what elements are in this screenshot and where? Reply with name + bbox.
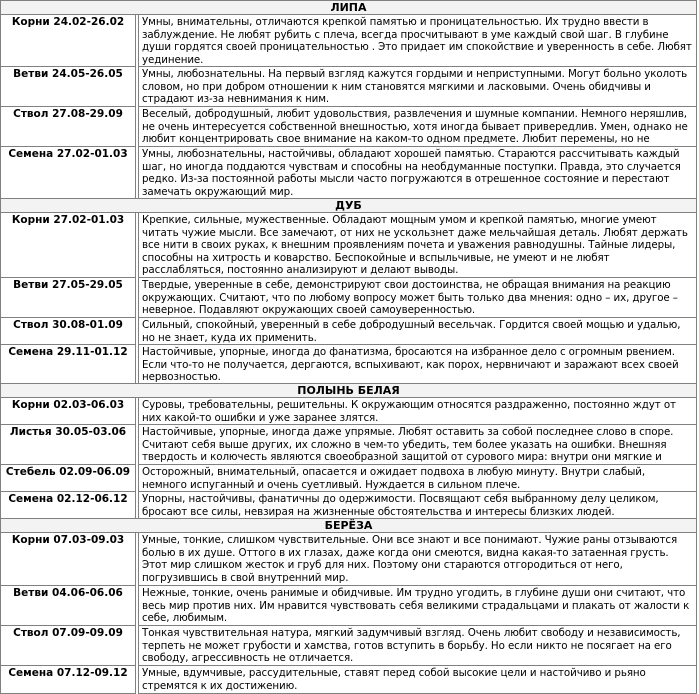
row-label: Ветви 27.05-29.05 (0, 277, 136, 318)
row-description: Умны, любознательны, настойчивы, обладают хорошей памятью. Стараются рассчитывать каждый шаг, но иногда поддаются чувствам и способны на необдуманные поступки. Правда, это случается редко. Из-за постоянной работы мысли часто погружаются в отрешенное состояние и перестают замечать окружающий мир. (138, 146, 697, 199)
row-label: Семена 07.12-09.12 (0, 665, 136, 694)
section-header-bereza: БЕРЁЗА (0, 518, 697, 533)
row-label: Корни 02.03-06.03 (0, 397, 136, 425)
section-header-lipa: ЛИПА (0, 0, 697, 15)
row-description: Настойчивые, упорные, иногда до фанатизма, бросаются на избранное дело с огромным рвением. Если что-то не получается, дергаются, вспыхивают, как порох, нервничают и заражают всех своей нервозностью. (138, 344, 697, 384)
row-description: Сильный, спокойный, уверенный в себе добродушный весельчак. Гордится своей мощью и удалью, но не знает, куда их применить. (138, 317, 697, 345)
row-label: Ветви 04.06-06.06 (0, 585, 136, 626)
row-label: Ствол 07.09-09.09 (0, 625, 136, 666)
row-description: Суровы, требовательны, решительны. К окружающим относятся раздраженно, постоянно ждут от них какой-то ошибки и уже заранее злятся. (138, 397, 697, 425)
row-label: Семена 02.12-06.12 (0, 491, 136, 519)
row-description: Умны, любознательны. На первый взгляд кажутся гордыми и неприступными. Могут больно уколоть словом, но при добром отношении к ним становятся мягкими и ласковыми. Очень обидчивы и страдают из-за невнимания к ним. (138, 66, 697, 107)
row-label: Листья 30.05-03.06 (0, 424, 136, 465)
row-description: Крепкие, сильные, мужественные. Обладают мощным умом и крепкой памятью, многие умеют читать чужие мысли. Все замечают, от них не ускользнет даже мельчайшая деталь. Любят держать все нити в своих руках, к внешним проявлениям почета и уважения равнодушны. Тайные лидеры, способны на хитрость и коварство. Беспокойные и вспыльчивые, не умеют и не любят расслабляться, постоянно анализируют и делают выводы. (138, 212, 697, 278)
row-description: Упорны, настойчивы, фанатичны до одержимости. Посвящают себя выбранному делу целиком, бросают все силы, невзирая на жизненные обстоятельства и интересы близких людей. (138, 491, 697, 519)
section-header-polyn: ПОЛЫНЬ БЕЛАЯ (0, 383, 697, 398)
row-label: Ветви 24.05-26.05 (0, 66, 136, 107)
row-label: Ствол 27.08-29.09 (0, 106, 136, 147)
row-description: Твердые, уверенные в себе, демонстрируют свои достоинства, не обращая внимания на реакцию окружающих. Считают, что по любому вопросу может быть только два мнения: одно – их, другое – неверное. Подавляют окружающих своей самоуверенностью. (138, 277, 697, 318)
row-label: Семена 27.02-01.03 (0, 146, 136, 199)
row-description: Тонкая чувствительная натура, мягкий задумчивый взгляд. Очень любит свободу и независимость, терпеть не может грубости и хамства, готов вступить в борьбу. Но если никто не посягает на его свободу, агрессивность не отличается. (138, 625, 697, 666)
row-description: Осторожный, внимательный, опасается и ожидает подвоха в любую минуту. Внутри слабый, немного испуганный и очень суетливый. Нуждается в сильном плече. (138, 464, 697, 492)
row-description: Умные, тонкие, слишком чувствительные. Они все знают и все понимают. Чужие раны отзываются болью в их душе. Оттого в их глазах, даже когда они смеются, видна какая-то затаенная грусть. Этот мир слишком жесток и груб для них. Поэтому они стараются отгородиться от него, погрузившись в свой внутренний мир. (138, 532, 697, 586)
row-description: Умные, вдумчивые, рассудительные, ставят перед собой высокие цели и настойчиво и рьяно стремятся к их достижению. (138, 665, 697, 694)
row-label: Ствол 30.08-01.09 (0, 317, 136, 345)
row-label: Корни 27.02-01.03 (0, 212, 136, 278)
row-description: Веселый, добродушный, любит удовольствия, развлечения и шумные компании. Немного неряшлив, не очень интересуется собственной внешностью, хотя иногда бывает привередлив. Умен, однако не любит концентрировать свое внимание на каком-то одном предмете. Любит перемены, но не (138, 106, 697, 147)
section-header-dub: ДУБ (0, 198, 697, 213)
row-label: Корни 24.02-26.02 (0, 14, 136, 67)
row-description: Умны, внимательны, отличаются крепкой памятью и проницательностью. Их трудно ввести в заблуждение. Не любят рубить с плеча, всегда просчитывают в уме каждый свой шаг. В глубине души гордятся своей проницательностью . Это придает им спокойствие и уверенность в себе. Любят уединение. (138, 14, 697, 67)
row-description: Нежные, тонкие, очень ранимые и обидчивые. Им трудно угодить, в глубине души они считают, что весь мир против них. Им нравится чувствовать себя великими страдальцами и плакать от жалости к себе, любимым. (138, 585, 697, 626)
row-label: Семена 29.11-01.12 (0, 344, 136, 384)
row-label: Стебель 02.09-06.09 (0, 464, 136, 492)
row-description: Настойчивые, упорные, иногда даже упрямые. Любят оставить за собой последнее слово в споре. Считают себя выше других, их сложно в чем-то убедить, тем более указать на ошибки. Внешняя твердость и колючесть являются своеобразной защитой от сурового мира: внутри они мягкие и (138, 424, 697, 465)
row-label: Корни 07.03-09.03 (0, 532, 136, 586)
